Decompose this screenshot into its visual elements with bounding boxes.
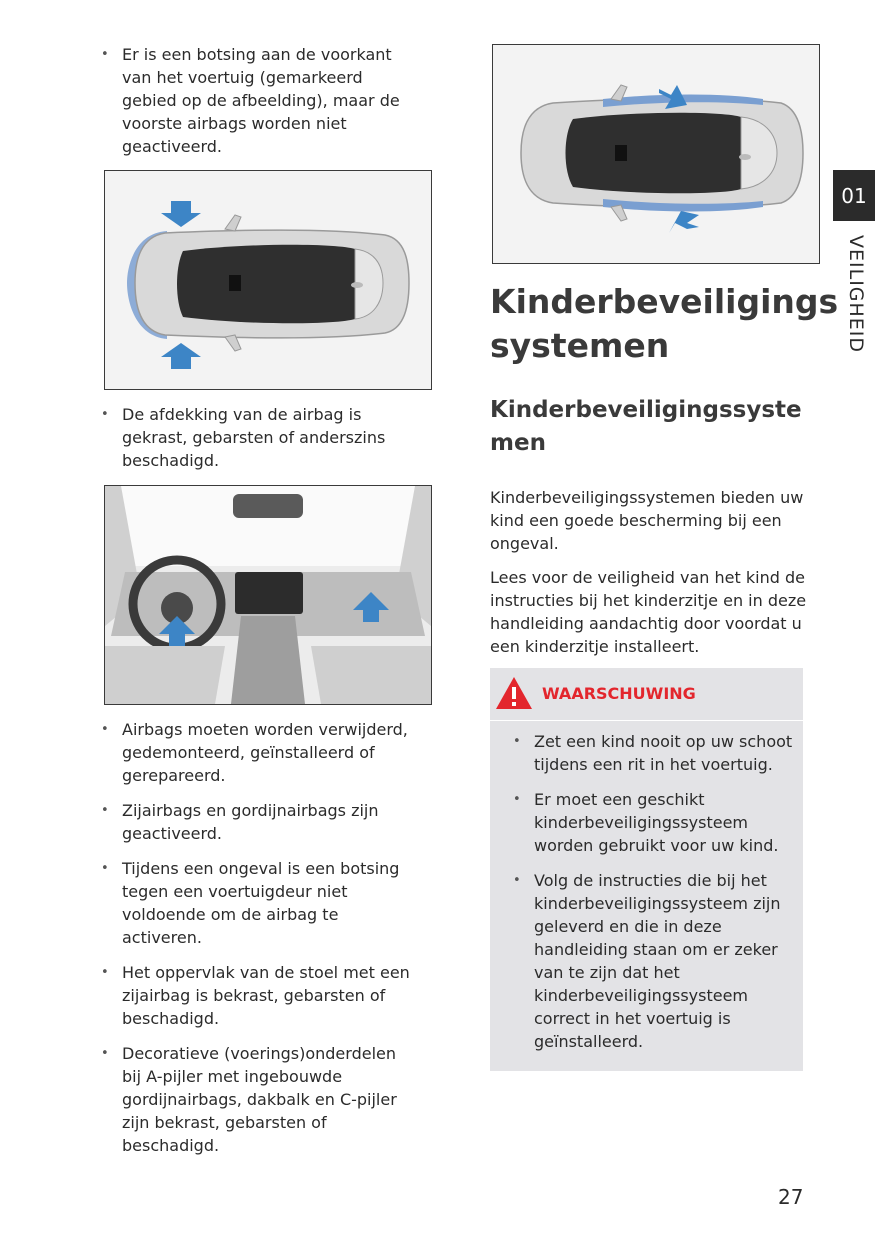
list-item: • Er is een botsing aan de voorkant van het voertuig (gemarkeerd gebied op de afbeelding), maar de voorste airbags worden niet geactiveerd. bbox=[101, 43, 411, 158]
dashboard-airbag-figure bbox=[104, 485, 432, 705]
list-item: • Tijdens een ongeval is een botsing tegen een voertuigdeur niet voldoende om de airbag te activeren. bbox=[101, 857, 411, 949]
list-item: • Volg de instructies die bij het kinderbeveiligingssysteem zijn geleverd en die in deze handleiding staan om er zeker van te zijn dat het kinderbeveiligingssysteem correct in het voertuig is geïnstalleerd. bbox=[513, 869, 793, 1053]
bullet-list-frontal bbox=[101, 43, 411, 158]
instruction-paragraph: Lees voor de veiligheid van het kind de instructies bij het kinderzitje en in deze handleiding aandachtig door voordat u een kinderzitje installeert. bbox=[490, 568, 807, 656]
section-heading: Kinderbeveiligingssyste men bbox=[490, 397, 802, 456]
warning-title: WAARSCHUWING bbox=[542, 683, 696, 703]
warning-triangle-icon bbox=[494, 675, 534, 711]
bullet-list-conditions bbox=[101, 718, 411, 1157]
chapter-tab: 01 bbox=[833, 170, 875, 221]
warning-divider bbox=[490, 720, 803, 721]
list-item: • Zet een kind nooit op uw schoot tijdens een rit in het voertuig. bbox=[513, 730, 793, 776]
page-number: 27 bbox=[778, 1185, 804, 1209]
list-item: • Airbags moeten worden verwijderd, gedemonteerd, geïnstalleerd of gerepareerd. bbox=[101, 718, 411, 787]
intro-paragraph: Kinderbeveiligingssystemen bieden uw kind een goede bescherming bij een ongeval. bbox=[490, 488, 804, 553]
list-item: • Decoratieve (voerings)onderdelen bij A-pijler met ingebouwde gordijnairbags, dakbalk en C-pijler zijn bekrast, gebarsten of beschadigd. bbox=[101, 1042, 411, 1157]
warning-header bbox=[494, 675, 696, 711]
warning-list bbox=[513, 730, 793, 1053]
car-top-view-frontal-figure bbox=[104, 170, 432, 390]
car-top-view-side-figure bbox=[492, 44, 820, 264]
bullet-list-cover bbox=[101, 403, 411, 472]
list-item: • Het oppervlak van de stoel met een zijairbag is bekrast, gebarsten of beschadigd. bbox=[101, 961, 411, 1030]
page-title: Kinderbeveiligings systemen bbox=[490, 282, 839, 365]
chapter-label: VEILIGHEID bbox=[845, 235, 867, 354]
list-item: • Er moet een geschikt kinderbeveiligingssysteem worden gebruikt voor uw kind. bbox=[513, 788, 793, 857]
list-item: • De afdekking van de airbag is gekrast, gebarsten of anderszins beschadigd. bbox=[101, 403, 411, 472]
list-item: • Zijairbags en gordijnairbags zijn geactiveerd. bbox=[101, 799, 411, 845]
warning-box bbox=[490, 668, 803, 1071]
